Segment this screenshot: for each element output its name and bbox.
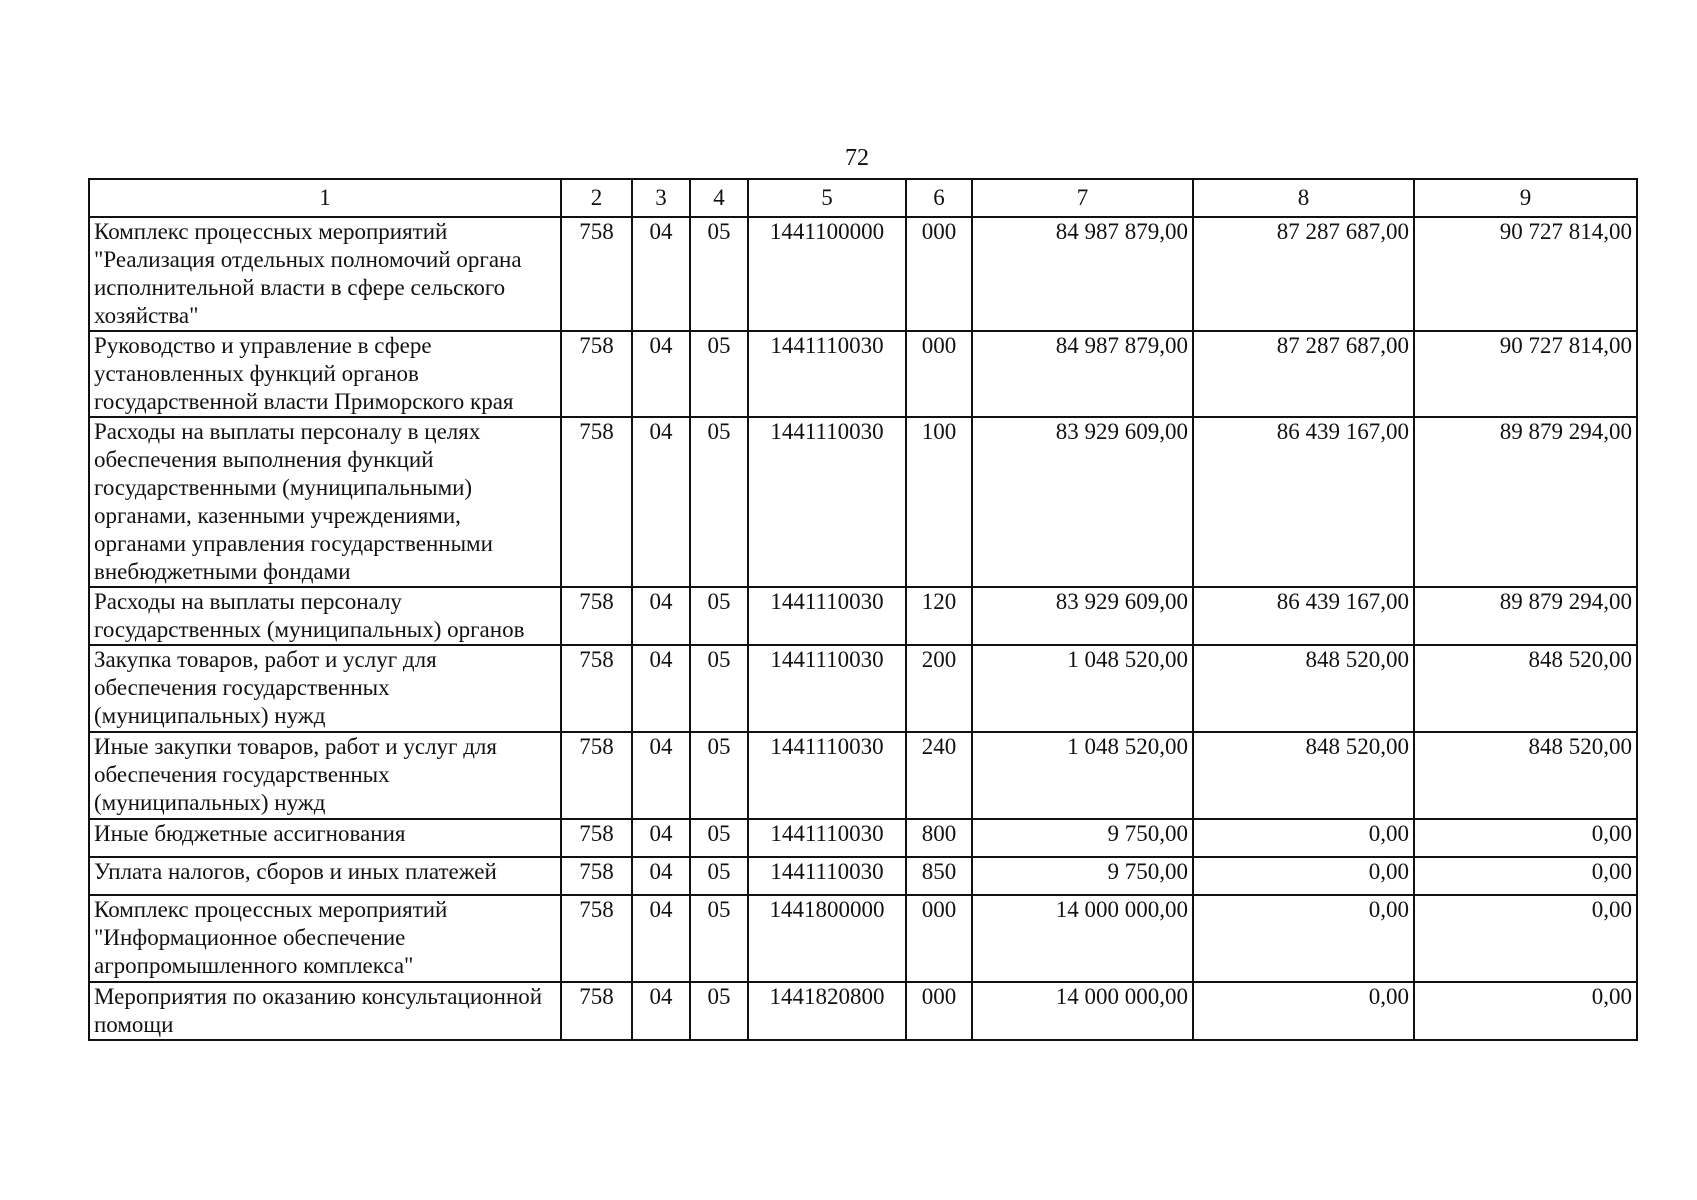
amount-col-9: 90 727 814,00 (1414, 331, 1637, 417)
code-section: 04 (632, 587, 690, 645)
code-target-article: 1441820800 (748, 982, 906, 1040)
row-name: Руководство и управление в сфере установленных функций органов государственной власти Приморского края (89, 331, 561, 417)
code-expense-type: 240 (906, 732, 972, 819)
table-row (89, 982, 1637, 1040)
amount-col-7: 9 750,00 (972, 819, 1193, 857)
column-header-5: 5 (748, 179, 906, 217)
amount-col-8: 86 439 167,00 (1193, 417, 1414, 587)
code-ministry: 758 (561, 217, 632, 331)
column-header-6: 6 (906, 179, 972, 217)
code-section: 04 (632, 217, 690, 331)
code-target-article: 1441110030 (748, 732, 906, 819)
amount-col-8: 0,00 (1193, 982, 1414, 1040)
header-row (89, 179, 1637, 217)
code-ministry: 758 (561, 732, 632, 819)
code-subsection: 05 (690, 857, 748, 895)
amount-col-9: 0,00 (1414, 895, 1637, 982)
page-number: 72 (845, 145, 869, 171)
amount-col-7: 83 929 609,00 (972, 587, 1193, 645)
amount-col-7: 1 048 520,00 (972, 645, 1193, 732)
table-row (89, 819, 1637, 857)
row-name: Расходы на выплаты персоналу в целях обеспечения выполнения функций государственными (муниципальными) органами, казенными учреждениями, органами управления государственными внебюджетными фондами (89, 417, 561, 587)
code-subsection: 05 (690, 982, 748, 1040)
code-section: 04 (632, 417, 690, 587)
code-subsection: 05 (690, 819, 748, 857)
amount-col-9: 89 879 294,00 (1414, 417, 1637, 587)
amount-col-8: 86 439 167,00 (1193, 587, 1414, 645)
code-target-article: 1441110030 (748, 417, 906, 587)
code-target-article: 1441110030 (748, 587, 906, 645)
code-subsection: 05 (690, 331, 748, 417)
code-expense-type: 120 (906, 587, 972, 645)
amount-col-9: 90 727 814,00 (1414, 217, 1637, 331)
table-row (89, 895, 1637, 982)
code-subsection: 05 (690, 895, 748, 982)
table-row (89, 732, 1637, 819)
amount-col-8: 0,00 (1193, 895, 1414, 982)
column-header-3: 3 (632, 179, 690, 217)
code-section: 04 (632, 645, 690, 732)
code-section: 04 (632, 331, 690, 417)
code-ministry: 758 (561, 895, 632, 982)
code-ministry: 758 (561, 819, 632, 857)
code-subsection: 05 (690, 587, 748, 645)
amount-col-8: 848 520,00 (1193, 645, 1414, 732)
amount-col-7: 1 048 520,00 (972, 732, 1193, 819)
column-header-1: 1 (89, 179, 561, 217)
column-header-8: 8 (1193, 179, 1414, 217)
row-name: Мероприятия по оказанию консультационной помощи (89, 982, 561, 1040)
table-row (89, 331, 1637, 417)
code-ministry: 758 (561, 417, 632, 587)
code-expense-type: 000 (906, 331, 972, 417)
amount-col-9: 0,00 (1414, 857, 1637, 895)
column-header-4: 4 (690, 179, 748, 217)
code-subsection: 05 (690, 732, 748, 819)
row-name: Расходы на выплаты персоналу государственных (муниципальных) органов (89, 587, 561, 645)
code-section: 04 (632, 857, 690, 895)
table-row (89, 645, 1637, 732)
amount-col-9: 0,00 (1414, 819, 1637, 857)
amount-col-9: 0,00 (1414, 982, 1637, 1040)
code-ministry: 758 (561, 331, 632, 417)
row-name: Иные закупки товаров, работ и услуг для обеспечения государственных (муниципальных) нужд (89, 732, 561, 819)
code-expense-type: 100 (906, 417, 972, 587)
amount-col-9: 848 520,00 (1414, 732, 1637, 819)
table-row (89, 857, 1637, 895)
code-section: 04 (632, 732, 690, 819)
amount-col-9: 89 879 294,00 (1414, 587, 1637, 645)
row-name: Комплекс процессных мероприятий "Информационное обеспечение агропромышленного комплекса" (89, 895, 561, 982)
code-subsection: 05 (690, 217, 748, 331)
row-name: Уплата налогов, сборов и иных платежей (89, 857, 561, 895)
code-expense-type: 850 (906, 857, 972, 895)
amount-col-7: 84 987 879,00 (972, 217, 1193, 331)
amount-col-7: 14 000 000,00 (972, 895, 1193, 982)
code-expense-type: 000 (906, 895, 972, 982)
budget-table (88, 178, 1638, 1041)
amount-col-8: 87 287 687,00 (1193, 217, 1414, 331)
amount-col-7: 14 000 000,00 (972, 982, 1193, 1040)
row-name: Закупка товаров, работ и услуг для обеспечения государственных (муниципальных) нужд (89, 645, 561, 732)
code-section: 04 (632, 982, 690, 1040)
row-name: Комплекс процессных мероприятий "Реализация отдельных полномочий органа исполнительной власти в сфере сельского хозяйства" (89, 217, 561, 331)
amount-col-7: 9 750,00 (972, 857, 1193, 895)
column-header-2: 2 (561, 179, 632, 217)
amount-col-8: 848 520,00 (1193, 732, 1414, 819)
code-target-article: 1441110030 (748, 331, 906, 417)
code-target-article: 1441110030 (748, 819, 906, 857)
code-expense-type: 000 (906, 982, 972, 1040)
code-section: 04 (632, 819, 690, 857)
code-target-article: 1441800000 (748, 895, 906, 982)
column-header-7: 7 (972, 179, 1193, 217)
code-target-article: 1441110030 (748, 645, 906, 732)
code-expense-type: 200 (906, 645, 972, 732)
row-name: Иные бюджетные ассигнования (89, 819, 561, 857)
amount-col-8: 87 287 687,00 (1193, 331, 1414, 417)
code-subsection: 05 (690, 417, 748, 587)
code-expense-type: 000 (906, 217, 972, 331)
amount-col-9: 848 520,00 (1414, 645, 1637, 732)
amount-col-8: 0,00 (1193, 857, 1414, 895)
code-ministry: 758 (561, 982, 632, 1040)
code-target-article: 1441110030 (748, 857, 906, 895)
code-ministry: 758 (561, 645, 632, 732)
code-subsection: 05 (690, 645, 748, 732)
code-target-article: 1441100000 (748, 217, 906, 331)
amount-col-7: 83 929 609,00 (972, 417, 1193, 587)
code-ministry: 758 (561, 857, 632, 895)
table-row (89, 587, 1637, 645)
amount-col-8: 0,00 (1193, 819, 1414, 857)
code-section: 04 (632, 895, 690, 982)
code-ministry: 758 (561, 587, 632, 645)
table-row (89, 217, 1637, 331)
amount-col-7: 84 987 879,00 (972, 331, 1193, 417)
table-row (89, 417, 1637, 587)
code-expense-type: 800 (906, 819, 972, 857)
column-header-9: 9 (1414, 179, 1637, 217)
